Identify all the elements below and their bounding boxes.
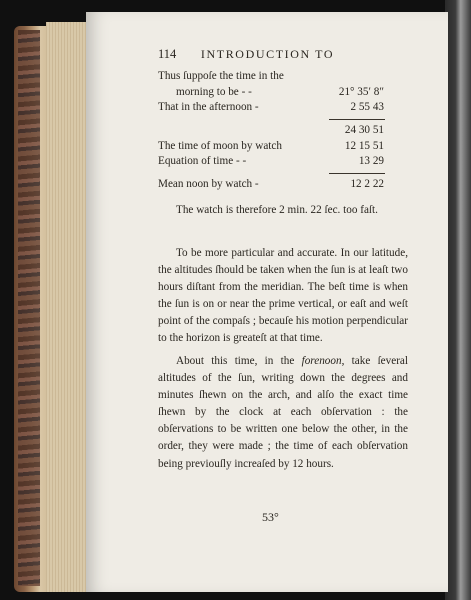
running-header <box>158 47 334 62</box>
paragraph-result: The watch is therefore 2 min. 22 ſec. too faſt. <box>176 204 378 216</box>
paragraph-text: About this time, in the <box>176 355 302 367</box>
table-row-label: The time of moon by watch <box>158 140 282 152</box>
paragraph-text: , take ſeveral altitudes of the ſun, writing down the degrees and minutes ſhewn on the arch, and alſo the exact time ſhewn by the clock at each obſervation : the obſervations to be written one below the other, in the order, they were made ; the time of each obſervation being previouſly increaſed by 12 hours. <box>158 355 408 470</box>
table-row-value: 21° 35′ 8″ <box>338 86 384 98</box>
table-row-value: 13 29 <box>358 155 384 167</box>
running-head: INTRODUCTION TO <box>200 47 335 61</box>
table-row-label: That in the afternoon - <box>158 101 259 113</box>
difference-rule <box>329 173 385 174</box>
sum-rule <box>329 119 385 120</box>
signature-mark: 53° <box>262 510 279 524</box>
paragraph-accuracy: To be more particular and accurate. In our latitude, the altitudes ſhould be taken when the ſun is at leaſt two hours diſtant from the meridian. The beſt time is when the ſun is on or near the prime vertical, or eaſt and weſt point of the compaſs ; becauſe his motion perpendicular to the horizon is greateſt at that time. <box>158 247 408 345</box>
paragraph-observations <box>158 353 408 473</box>
table-row-label: Mean noon by watch - <box>158 178 259 190</box>
table-row-label: Equation of time - - <box>158 155 247 167</box>
page-stack <box>46 22 86 592</box>
marbled-cover <box>18 30 40 586</box>
table-row-label: morning to be - - <box>176 86 252 98</box>
table-row-value: 24 30 51 <box>344 124 384 136</box>
italic-forenoon: forenoon <box>301 355 342 367</box>
page-number: 114 <box>158 47 177 61</box>
table-row-label: Thus ſuppoſe the time in the <box>158 70 284 82</box>
book-right-edge <box>445 0 471 600</box>
book-page <box>86 12 448 592</box>
table-row-value: 12 15 51 <box>344 140 384 152</box>
table-row-value: 2 55 43 <box>350 101 384 113</box>
table-row-value: 12 2 22 <box>350 178 384 190</box>
